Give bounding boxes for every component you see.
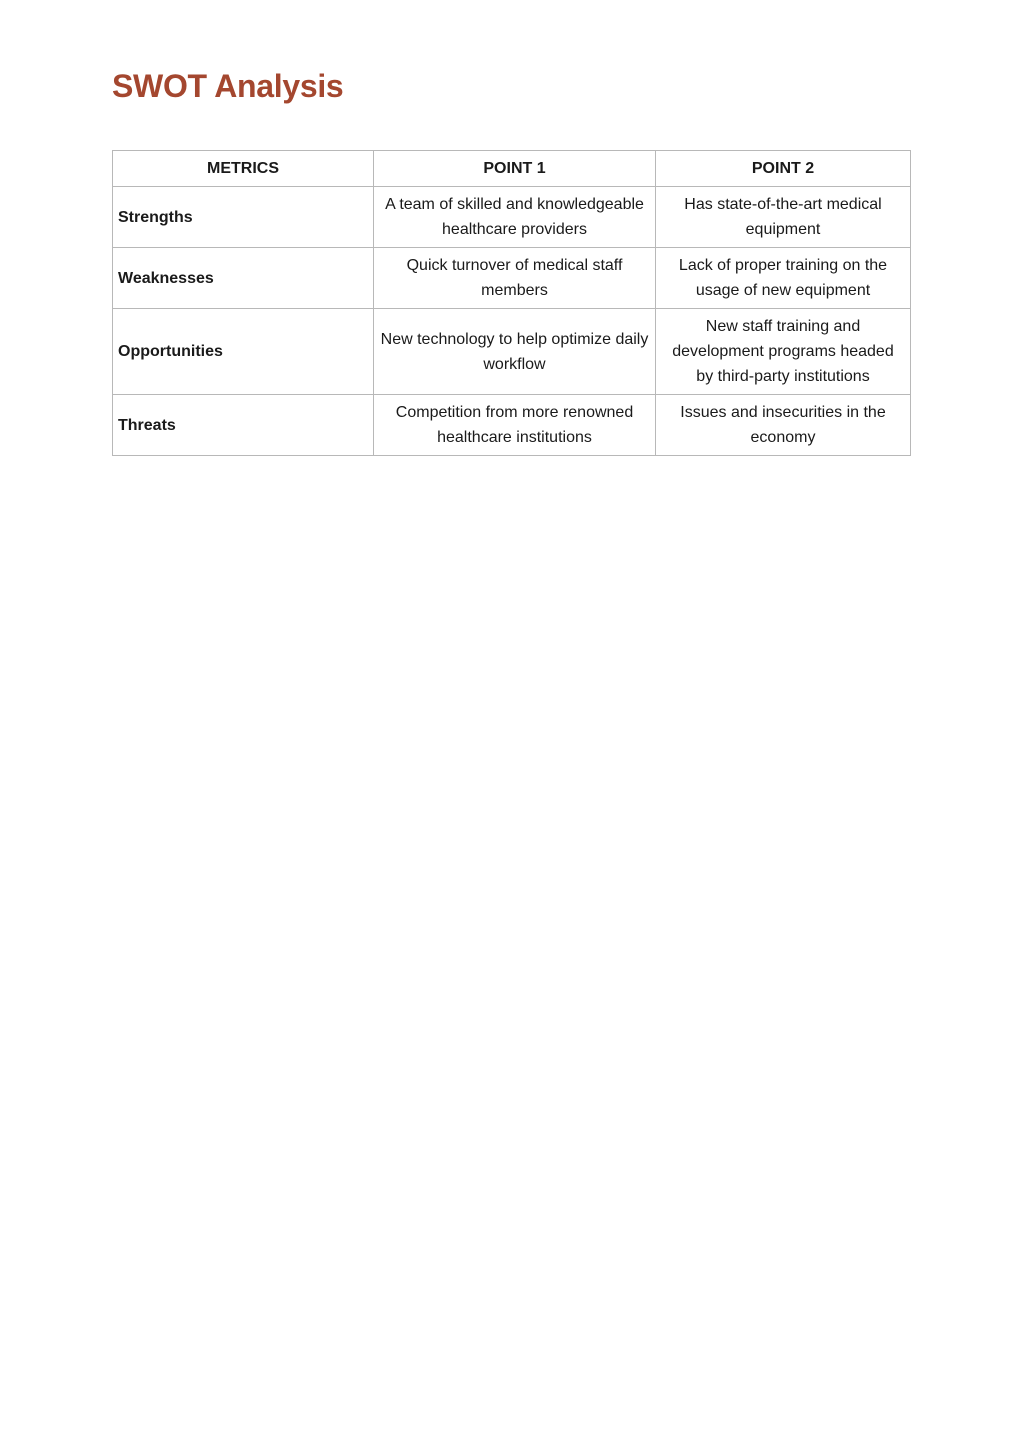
page-title: SWOT Analysis [112, 68, 344, 104]
header-point-1: POINT 1 [374, 151, 656, 187]
swot-table [112, 150, 911, 456]
table-row-weaknesses [113, 248, 911, 309]
table-header-row [113, 151, 911, 187]
metric-cell: Opportunities [113, 309, 374, 395]
table-row-strengths [113, 187, 911, 248]
point-1-cell: Competition from more renowned healthcare institutions [374, 395, 656, 456]
point-2-cell: Issues and insecurities in the economy [656, 395, 911, 456]
header-point-2: POINT 2 [656, 151, 911, 187]
metric-cell: Weaknesses [113, 248, 374, 309]
point-2-cell: Lack of proper training on the usage of new equipment [656, 248, 911, 309]
point-2-cell: Has state-of-the-art medical equipment [656, 187, 911, 248]
point-1-cell: A team of skilled and knowledgeable healthcare providers [374, 187, 656, 248]
table-row-threats [113, 395, 911, 456]
header-metrics: METRICS [113, 151, 374, 187]
metric-cell: Threats [113, 395, 374, 456]
point-1-cell: New technology to help optimize daily workflow [374, 309, 656, 395]
metric-cell: Strengths [113, 187, 374, 248]
table-row-opportunities [113, 309, 911, 395]
point-2-cell: New staff training and development programs headed by third-party institutions [656, 309, 911, 395]
point-1-cell: Quick turnover of medical staff members [374, 248, 656, 309]
